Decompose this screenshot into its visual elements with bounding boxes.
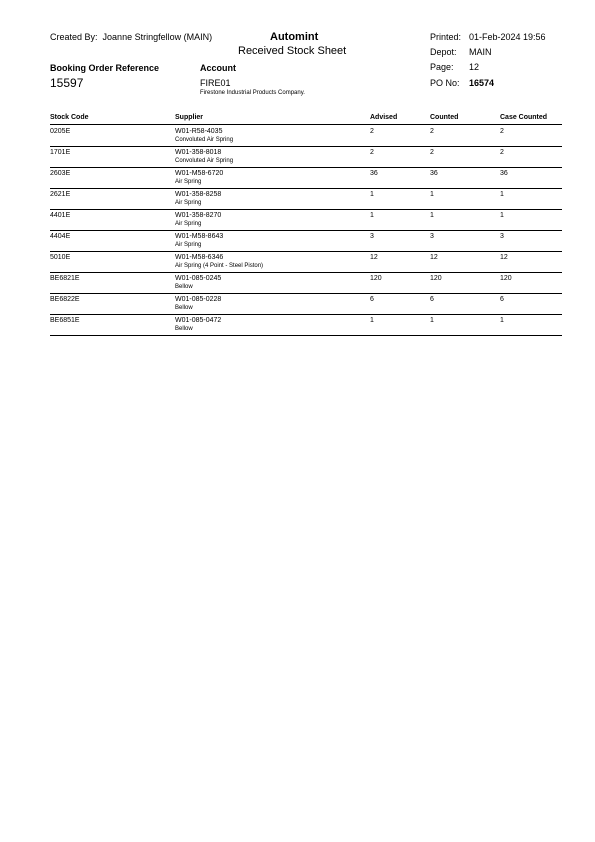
counted-cell: 36 bbox=[430, 170, 438, 177]
supplier-code-cell: W01-085-0245 bbox=[175, 275, 222, 282]
counted-cell: 2 bbox=[430, 149, 434, 156]
description-cell: Air Spring bbox=[175, 179, 202, 185]
created-by-label: Created By: bbox=[50, 32, 98, 42]
counted-cell: 3 bbox=[430, 233, 434, 240]
counted-cell: 12 bbox=[430, 254, 438, 261]
description-cell: Air Spring (4 Point - Steel Piston) bbox=[175, 263, 264, 269]
col-advised: Advised bbox=[370, 114, 398, 121]
report-title: Received Stock Sheet bbox=[238, 45, 347, 57]
po-value: 16574 bbox=[469, 78, 495, 88]
supplier-code-cell: W01-358-8270 bbox=[175, 212, 222, 219]
printed-value: 01-Feb-2024 19:56 bbox=[469, 32, 546, 42]
stock-code-cell: 1701E bbox=[50, 149, 71, 156]
advised-cell: 1 bbox=[370, 317, 374, 324]
supplier-code-cell: W01-M58-8643 bbox=[175, 233, 224, 240]
counted-cell: 120 bbox=[430, 275, 442, 282]
page-label: Page: bbox=[430, 62, 454, 72]
supplier-code-cell: W01-085-0228 bbox=[175, 296, 222, 303]
description-cell: Bellow bbox=[175, 326, 193, 332]
description-cell: Air Spring bbox=[175, 221, 202, 227]
case-counted-cell: 6 bbox=[500, 296, 504, 303]
row-divider bbox=[50, 272, 562, 273]
row-divider bbox=[50, 209, 562, 210]
advised-cell: 36 bbox=[370, 170, 378, 177]
account-name: Firestone Industrial Products Company. bbox=[200, 90, 305, 96]
row-divider bbox=[50, 335, 562, 336]
case-counted-cell: 1 bbox=[500, 191, 504, 198]
supplier-code-cell: W01-358-8258 bbox=[175, 191, 222, 198]
supplier-code-cell: W01-085-0472 bbox=[175, 317, 222, 324]
booking-ref-value: 15597 bbox=[50, 76, 84, 90]
case-counted-cell: 1 bbox=[500, 212, 504, 219]
stock-code-cell: 0205E bbox=[50, 128, 71, 135]
depot-value: MAIN bbox=[469, 47, 492, 57]
counted-cell: 1 bbox=[430, 191, 434, 198]
stock-code-cell: 4404E bbox=[50, 233, 71, 240]
stock-code-cell: BE6821E bbox=[50, 275, 80, 282]
description-cell: Air Spring bbox=[175, 242, 202, 248]
counted-cell: 1 bbox=[430, 212, 434, 219]
po-label: PO No: bbox=[430, 78, 460, 88]
advised-cell: 1 bbox=[370, 191, 374, 198]
booking-ref-label: Booking Order Reference bbox=[50, 63, 160, 73]
case-counted-cell: 36 bbox=[500, 170, 508, 177]
stock-code-cell: 2621E bbox=[50, 191, 71, 198]
stock-code-cell: BE6822E bbox=[50, 296, 80, 303]
description-cell: Bellow bbox=[175, 284, 193, 290]
supplier-code-cell: W01-358-8018 bbox=[175, 149, 222, 156]
col-stock-code: Stock Code bbox=[50, 114, 89, 121]
case-counted-cell: 3 bbox=[500, 233, 504, 240]
supplier-code-cell: W01-M58-6720 bbox=[175, 170, 224, 177]
created-by-value: Joanne Stringfellow (MAIN) bbox=[102, 32, 213, 42]
page-value: 12 bbox=[469, 62, 480, 72]
case-counted-cell: 120 bbox=[500, 275, 512, 282]
counted-cell: 1 bbox=[430, 317, 434, 324]
col-counted: Counted bbox=[430, 114, 459, 121]
header-divider bbox=[50, 124, 562, 125]
advised-cell: 3 bbox=[370, 233, 374, 240]
advised-cell: 1 bbox=[370, 212, 374, 219]
case-counted-cell: 1 bbox=[500, 317, 504, 324]
created-by bbox=[50, 32, 212, 42]
advised-cell: 120 bbox=[370, 275, 382, 282]
supplier-code-cell: W01-R58-4035 bbox=[175, 128, 223, 135]
row-divider bbox=[50, 146, 562, 147]
supplier-code-cell: W01-M58-6346 bbox=[175, 254, 224, 261]
description-cell: Bellow bbox=[175, 305, 193, 311]
case-counted-cell: 2 bbox=[500, 149, 504, 156]
case-counted-cell: 12 bbox=[500, 254, 508, 261]
row-divider bbox=[50, 230, 562, 231]
advised-cell: 2 bbox=[370, 149, 374, 156]
col-case-counted: Case Counted bbox=[500, 114, 548, 121]
advised-cell: 6 bbox=[370, 296, 374, 303]
counted-cell: 2 bbox=[430, 128, 434, 135]
stock-code-cell: 5010E bbox=[50, 254, 71, 261]
depot-label: Depot: bbox=[430, 47, 457, 57]
description-cell: Air Spring bbox=[175, 200, 202, 206]
advised-cell: 12 bbox=[370, 254, 378, 261]
row-divider bbox=[50, 167, 562, 168]
stock-code-cell: 2603E bbox=[50, 170, 71, 177]
row-divider bbox=[50, 314, 562, 315]
account-label: Account bbox=[200, 63, 236, 73]
description-cell: Convoluted Air Spring bbox=[175, 137, 234, 143]
advised-cell: 2 bbox=[370, 128, 374, 135]
company-name: Automint bbox=[270, 31, 319, 43]
description-cell: Convoluted Air Spring bbox=[175, 158, 234, 164]
stock-code-cell: 4401E bbox=[50, 212, 71, 219]
printed-label: Printed: bbox=[430, 32, 462, 42]
row-divider bbox=[50, 251, 562, 252]
col-supplier: Supplier bbox=[175, 114, 204, 121]
account-code: FIRE01 bbox=[200, 78, 231, 88]
stock-code-cell: BE6851E bbox=[50, 317, 80, 324]
row-divider bbox=[50, 188, 562, 189]
row-divider bbox=[50, 293, 562, 294]
counted-cell: 6 bbox=[430, 296, 434, 303]
case-counted-cell: 2 bbox=[500, 128, 504, 135]
